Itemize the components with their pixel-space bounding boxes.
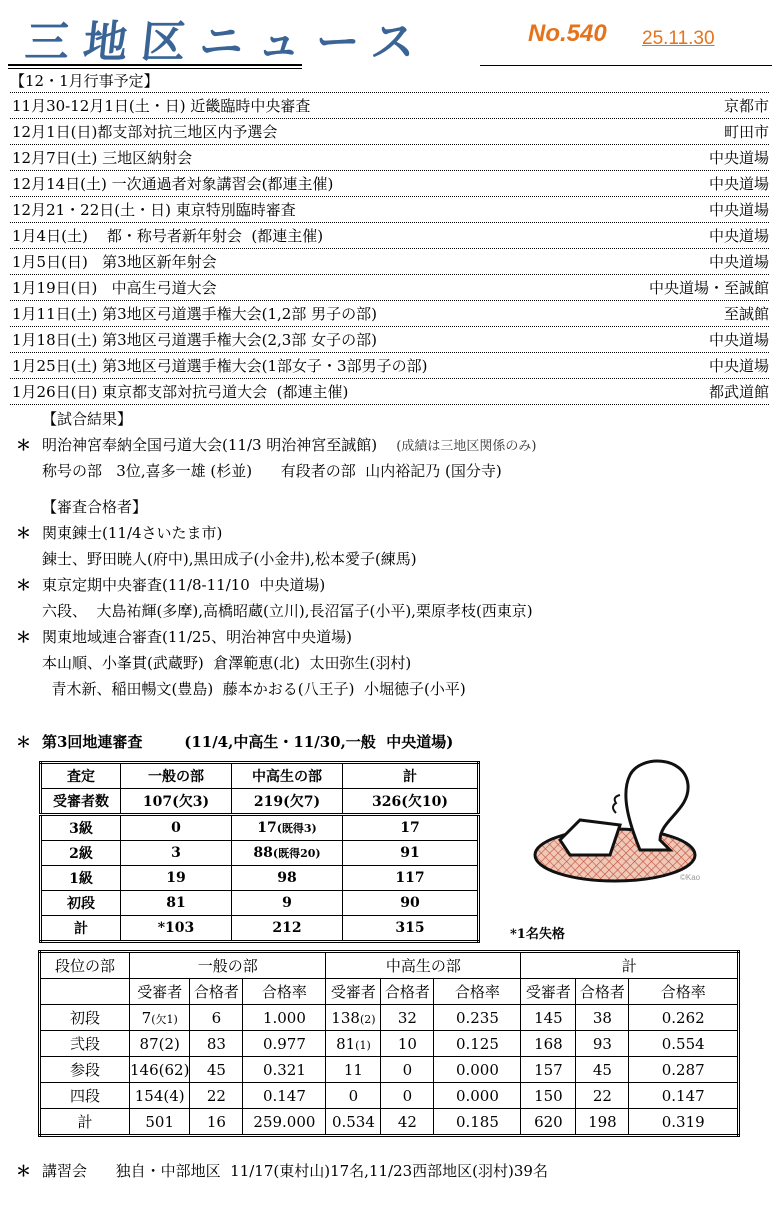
cell: 22 (576, 1083, 629, 1109)
table-sub-header-row (40, 979, 739, 1005)
cell-note: (欠1) (151, 1012, 178, 1026)
header-cell: 一般の部 (121, 763, 232, 789)
header-cell: 中高生の部 (232, 763, 343, 789)
cell: 93 (576, 1031, 629, 1057)
cell: 1.000 (243, 1005, 326, 1031)
schedule-venue: 町田市 (723, 123, 769, 141)
schedule-event: 11月30-12月1日(土・日) 近畿臨時中央審査 (12, 97, 311, 115)
header-cell: 段位の部 (40, 952, 130, 979)
cell: 19 (121, 866, 232, 891)
header-cell: 合格者 (190, 979, 243, 1005)
issue-number: No.540 (528, 20, 607, 47)
cell: 45 (190, 1057, 243, 1083)
table-row (41, 815, 479, 841)
title-underline (8, 64, 302, 66)
results-note: (成績は三地区関係のみ) (396, 439, 537, 454)
schedule-item (10, 249, 769, 275)
cell: 0 (121, 815, 232, 841)
schedule-event: 12月7日(土) 三地区納射会 (12, 149, 193, 167)
seminar-label: 講習会 (42, 1162, 88, 1180)
illustration-credit: ©Kao (680, 873, 701, 882)
cell: 219(欠7) (232, 789, 343, 815)
header-cell: 計 (521, 952, 739, 979)
schedule-venue: 中央道場 (708, 357, 769, 375)
schedule-event: 1月25日(土) 第3地区弓道選手権大会(1部女子・3部男子の部) (12, 357, 428, 375)
cell: 150 (521, 1083, 576, 1109)
schedule-list (10, 92, 769, 405)
header-cell (40, 979, 130, 1005)
schedule-venue: 中央道場 (708, 175, 769, 193)
row-label: 2級 (41, 841, 121, 866)
passers-section-title (16, 626, 352, 647)
schedule-item (10, 353, 769, 379)
schedule-item (10, 327, 769, 353)
table-header-row (41, 763, 479, 789)
bullet-asterisk: ＊ (16, 436, 32, 454)
results-event-line (16, 434, 536, 455)
cell-value: 138 (331, 1008, 360, 1027)
cell: 91 (343, 841, 479, 866)
schedule-header: 【12・1月行事予定】 (10, 72, 159, 90)
cell: 10 (381, 1031, 434, 1057)
title-underline-thin (8, 68, 302, 69)
section-title: 関東地域連合審査(11/25、明治神宮中央道場) (42, 628, 352, 646)
cell: 0.147 (629, 1083, 739, 1109)
row-label: 1級 (41, 866, 121, 891)
results-event: 明治神宮奉納全国弓道大会(11/3 明治神宮至誠館) (42, 436, 378, 454)
cell: 154(4) (130, 1083, 190, 1109)
cell-note: (1) (355, 1038, 371, 1052)
cell: 212 (232, 916, 343, 942)
row-label: 計 (40, 1109, 130, 1136)
row-label: 計 (41, 916, 121, 942)
schedule-event: 1月4日(土) 都・称号者新年射会 (都連主催) (12, 227, 324, 245)
schedule-event: 12月1日(日)都支部対抗三地区内予選会 (12, 123, 278, 141)
cell: 0.977 (243, 1031, 326, 1057)
table-row (41, 866, 479, 891)
row-label: 四段 (40, 1083, 130, 1109)
schedule-venue: 都武道館 (708, 383, 769, 401)
cell-value: 88 (253, 845, 273, 861)
table-row (41, 916, 479, 942)
cell: 0.125 (434, 1031, 521, 1057)
exam-detail: (11/4,中高生・11/30,一般 中央道場) (184, 733, 454, 751)
table-row (40, 1005, 739, 1031)
header-cell: 一般の部 (130, 952, 326, 979)
cell: 11 (326, 1057, 381, 1083)
cell-value: 17 (257, 820, 277, 836)
schedule-item (10, 223, 769, 249)
schedule-item (10, 197, 769, 223)
cell: 98 (232, 866, 343, 891)
passers-section-title (16, 574, 325, 595)
schedule-event: 1月26日(日) 東京都支部対抗弓道大会 (都連主催) (12, 383, 349, 401)
table-row (40, 1109, 739, 1136)
cell: 157 (521, 1057, 576, 1083)
table-row (41, 891, 479, 916)
cell: 32 (381, 1005, 434, 1031)
passers-line: 六段、 大島祐輝(多摩),高橋昭蔵(立川),長沼冨子(小平),栗原孝枝(西東京) (42, 602, 533, 620)
passers-line: 本山順、小峯貫(武蔵野) 倉澤範恵(北) 太田弥生(羽村) (42, 654, 412, 672)
schedule-venue: 中央道場 (708, 331, 769, 349)
header-cell: 受審者 (326, 979, 381, 1005)
cell: 0.319 (629, 1109, 739, 1136)
cell-note: (2) (359, 1012, 376, 1026)
cell: 0.287 (629, 1057, 739, 1083)
cell: 107(欠3) (121, 789, 232, 815)
schedule-item (10, 145, 769, 171)
schedule-event: 12月14日(土) 一次通過者対象講習会(都連主催) (12, 175, 334, 193)
cell: 83 (190, 1031, 243, 1057)
cell: 0.000 (434, 1083, 521, 1109)
cell: 0 (326, 1083, 381, 1109)
cell: 22 (190, 1083, 243, 1109)
bullet-asterisk: ＊ (16, 576, 32, 594)
cell: 42 (381, 1109, 434, 1136)
cell: 117 (343, 866, 479, 891)
cell: 17 (343, 815, 479, 841)
cell: 259.000 (243, 1109, 326, 1136)
kagami-mochi-illustration (520, 755, 720, 895)
schedule-item (10, 119, 769, 145)
table-row (40, 1083, 739, 1109)
schedule-item (10, 379, 769, 405)
section-title: 東京定期中央審査(11/8-11/10 中央道場) (42, 576, 326, 594)
cell: 6 (190, 1005, 243, 1031)
seminar-text: 独自・中部地区 11/17(東村山)17名,11/23西部地区(羽村)39名 (115, 1162, 548, 1180)
bullet-asterisk: ＊ (16, 733, 32, 751)
bullet-asterisk: ＊ (16, 1162, 32, 1180)
cell: 501 (130, 1109, 190, 1136)
schedule-event: 1月11日(土) 第3地区弓道選手権大会(1,2部 男子の部) (12, 305, 377, 323)
bullet-asterisk: ＊ (16, 628, 32, 646)
issue-date: 25.11.30 (642, 28, 715, 49)
row-label: 初段 (41, 891, 121, 916)
row-label: 初段 (40, 1005, 130, 1031)
cell: 0.554 (629, 1031, 739, 1057)
cell: 0 (381, 1083, 434, 1109)
cell: 146(62) (130, 1057, 190, 1083)
cell: 81 (121, 891, 232, 916)
steam-icon (613, 795, 620, 813)
cell (232, 841, 343, 866)
header-cell: 合格率 (243, 979, 326, 1005)
passers-line: 青木新、稲田暢文(豊島) 藤本かおる(八王子) 小堀徳子(小平) (42, 680, 466, 698)
newsletter-title: 三地区ニュース (22, 17, 433, 68)
schedule-venue: 至誠館 (723, 305, 769, 323)
schedule-venue: 中央道場 (708, 201, 769, 219)
table-footnote: *1名失格 (510, 927, 565, 942)
header-cell: 受審者 (521, 979, 576, 1005)
results-header: 【試合結果】 (42, 410, 133, 428)
schedule-item (10, 275, 769, 301)
header-cell: 合格率 (629, 979, 739, 1005)
mochi-top-icon (626, 761, 688, 850)
row-label: 受審者数 (41, 789, 121, 815)
schedule-venue: 中央道場 (708, 253, 769, 271)
schedule-event: 1月5日(日) 第3地区新年射会 (12, 253, 217, 271)
cell: 0.321 (243, 1057, 326, 1083)
cell: 0 (381, 1057, 434, 1083)
cell: 0.000 (434, 1057, 521, 1083)
schedule-item (10, 301, 769, 327)
cell: 315 (343, 916, 479, 942)
cell: 87(2) (130, 1031, 190, 1057)
table-row (40, 1057, 739, 1083)
cell: 620 (521, 1109, 576, 1136)
header-cell: 合格者 (576, 979, 629, 1005)
cell: 0.185 (434, 1109, 521, 1136)
rank-exam-table (38, 950, 740, 1137)
cell-value: 81 (336, 1034, 356, 1053)
cell (130, 1005, 190, 1031)
cell: 90 (343, 891, 479, 916)
cell: 38 (576, 1005, 629, 1031)
section-title: 関東錬士(11/4さいたま市) (42, 524, 223, 542)
cell: 0.147 (243, 1083, 326, 1109)
row-label: 参段 (40, 1057, 130, 1083)
cell: 326(欠10) (343, 789, 479, 815)
cell (326, 1031, 381, 1057)
exam-title-line (16, 731, 453, 752)
cell: *103 (121, 916, 232, 942)
cell: 198 (576, 1109, 629, 1136)
cell: 0.534 (326, 1109, 381, 1136)
cell: 168 (521, 1031, 576, 1057)
schedule-item (10, 93, 769, 119)
schedule-venue: 京都市 (723, 97, 769, 115)
table-group-header-row (40, 952, 739, 979)
schedule-venue: 中央道場・至誠館 (648, 279, 769, 297)
schedule-event: 12月21・22日(土・日) 東京特別臨時審査 (12, 201, 296, 219)
seminar-line (16, 1160, 548, 1181)
date-underline (480, 65, 772, 66)
schedule-event: 1月18日(土) 第3地区弓道選手権大会(2,3部 女子の部) (12, 331, 377, 349)
cell-value: 7 (141, 1008, 152, 1027)
cell-note: (既得3) (276, 822, 317, 835)
mochi-block-icon (560, 820, 620, 855)
header-cell: 中高生の部 (326, 952, 521, 979)
cell-note: (既得20) (272, 847, 321, 860)
header-cell: 受審者 (130, 979, 190, 1005)
table-row (41, 841, 479, 866)
cell (232, 815, 343, 841)
header-cell: 計 (343, 763, 479, 789)
cell (326, 1005, 381, 1031)
bullet-asterisk: ＊ (16, 524, 32, 542)
schedule-item (10, 171, 769, 197)
cell: 45 (576, 1057, 629, 1083)
cell: 9 (232, 891, 343, 916)
cell: 3 (121, 841, 232, 866)
schedule-event: 1月19日(日) 中高生弓道大会 (12, 279, 217, 297)
exam-title: 第3回地連審査 (42, 733, 143, 751)
schedule-venue: 中央道場 (708, 149, 769, 167)
header-cell: 合格者 (381, 979, 434, 1005)
results-detail: 称号の部 3位,喜多一雄 (杉並) 有段者の部 山内裕記乃 (国分寺) (42, 462, 502, 480)
cell: 145 (521, 1005, 576, 1031)
row-label: 3級 (41, 815, 121, 841)
header-cell: 合格率 (434, 979, 521, 1005)
schedule-venue: 中央道場 (708, 227, 769, 245)
cell: 16 (190, 1109, 243, 1136)
table-row (40, 1031, 739, 1057)
passers-header: 【審査合格者】 (42, 498, 148, 516)
passers-section-title (16, 522, 222, 543)
table-row (41, 789, 479, 815)
cell: 0.235 (434, 1005, 521, 1031)
grade-exam-table (39, 761, 480, 943)
cell: 0.262 (629, 1005, 739, 1031)
row-label: 弐段 (40, 1031, 130, 1057)
header-cell: 査定 (41, 763, 121, 789)
passers-line: 錬士、野田暁人(府中),黒田成子(小金井),松本愛子(練馬) (42, 550, 417, 568)
